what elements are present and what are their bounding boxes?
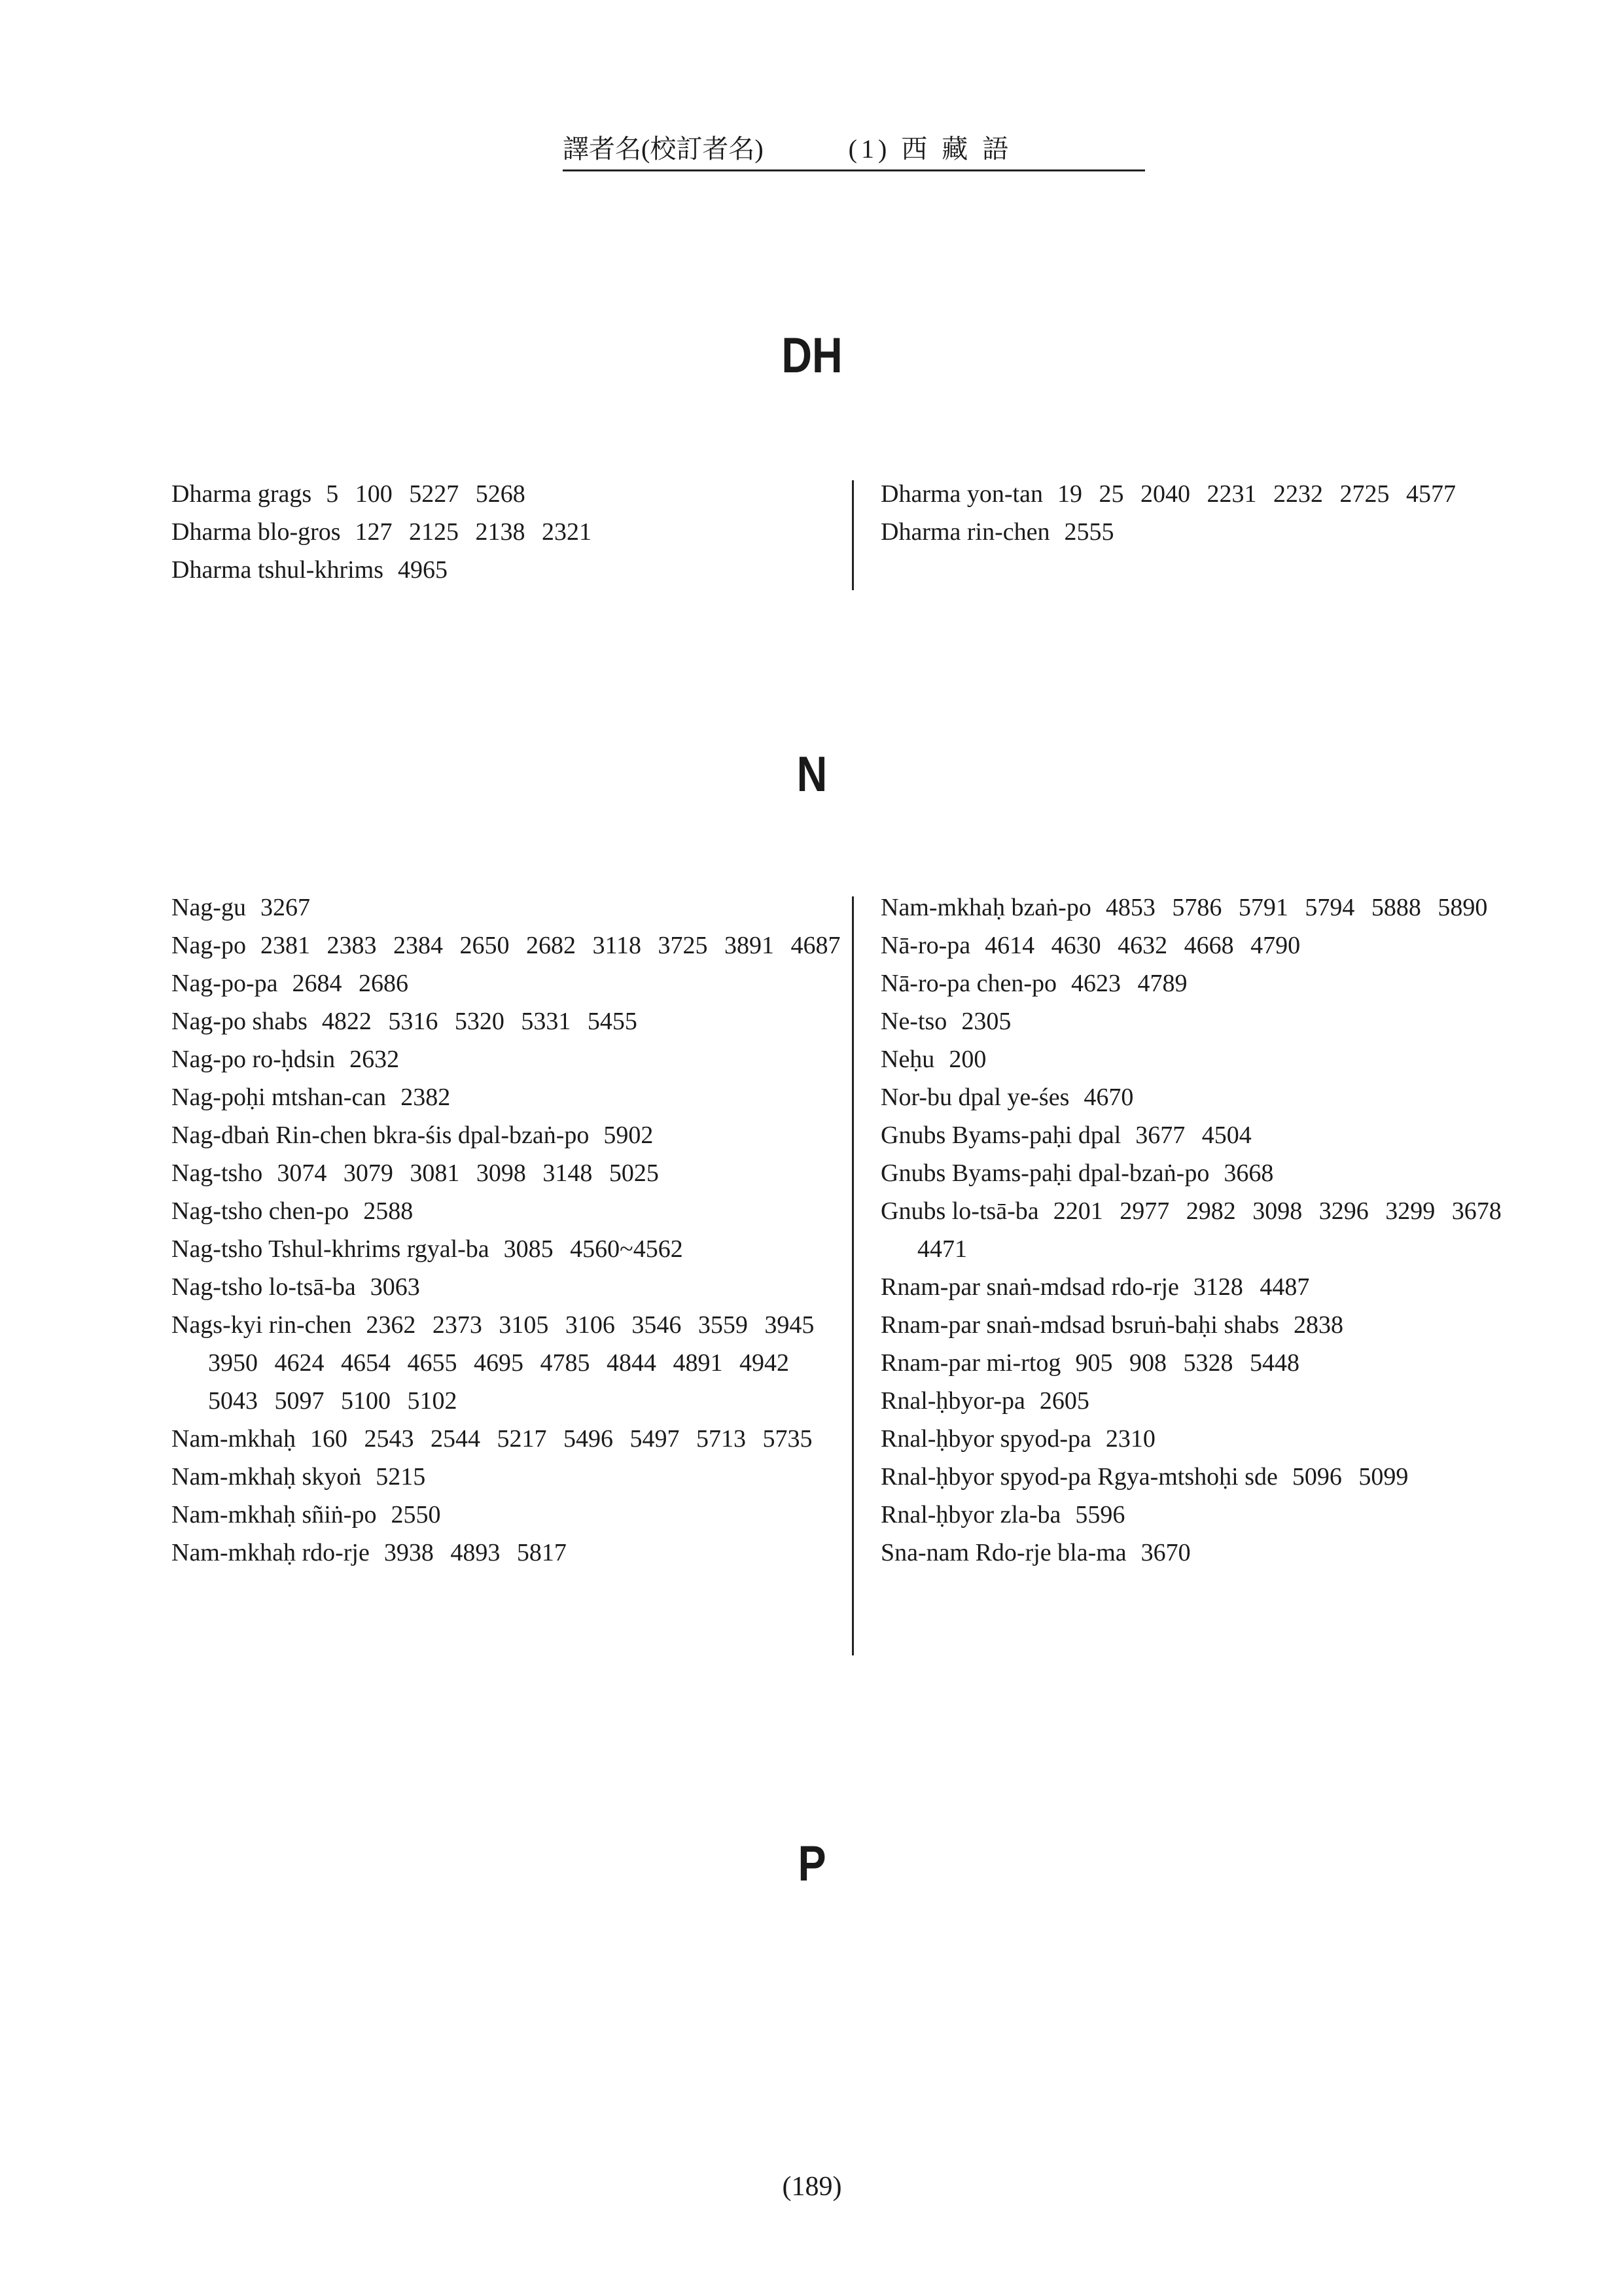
- entry-numbers: 2310: [1105, 1425, 1156, 1453]
- entry-numbers: 4853 5786 5791 5794 5888 5890: [1105, 894, 1488, 921]
- dh-left-column: [171, 475, 845, 589]
- entry-name: Sna-nam Rdo-rje bla-ma: [881, 1539, 1127, 1566]
- n-left-column: [171, 889, 845, 1572]
- entry-numbers: 2838: [1293, 1311, 1343, 1339]
- entry-name: Nor-bu dpal ye-śes: [881, 1084, 1070, 1111]
- entry-name: Nā-ro-pa chen-po: [881, 970, 1057, 997]
- entry-numbers: 2555: [1064, 518, 1114, 546]
- index-entry: [171, 1230, 845, 1268]
- entry-name: Nag-tsho chen-po: [171, 1197, 349, 1225]
- index-entry: [171, 1534, 845, 1572]
- entry-name: Rnam-par mi-rtog: [881, 1349, 1061, 1377]
- index-entry: [881, 1306, 1542, 1344]
- entry-name: Nam-mkhaḥ bzaṅ-po: [881, 894, 1091, 921]
- entry-name: Rnal-ḥbyor spyod-pa Rgya-mtshoḥi sde: [881, 1463, 1278, 1491]
- entry-numbers: 4965: [398, 556, 448, 584]
- index-entry: [171, 1116, 845, 1154]
- entry-numbers: 2362 2373 3105 3106 3546 3559 3945 3950 4624 4654 4655 4695 4785 4844 4891 4942 5043 5097 5100 5102: [208, 1311, 815, 1415]
- entry-name: Nag-po shabs: [171, 1008, 308, 1035]
- entry-numbers: 3677 4504: [1135, 1122, 1252, 1149]
- entry-numbers: 2305: [961, 1008, 1012, 1035]
- index-entry: [881, 964, 1542, 1002]
- entry-name: Neḥu: [881, 1046, 935, 1073]
- entry-name: Nags-kyi rin-chen: [171, 1311, 352, 1339]
- entry-numbers: 2605: [1039, 1387, 1089, 1415]
- entry-numbers: 2201 2977 2982 3098 3296 3299 3678 4471: [917, 1197, 1502, 1263]
- entry-name: Rnal-ḥbyor-pa: [881, 1387, 1025, 1415]
- entry-name: Nam-mkhaḥ rdo-rje: [171, 1539, 370, 1566]
- dh-right-column: [881, 475, 1607, 551]
- entry-numbers: 3668: [1224, 1159, 1274, 1187]
- index-entry: [171, 1496, 845, 1534]
- section-letter-dh: DH: [781, 328, 843, 383]
- entry-name: Dharma rin-chen: [881, 518, 1050, 546]
- index-entry: [881, 1078, 1542, 1116]
- index-entry: [171, 1458, 845, 1496]
- entry-numbers: 905 908 5328 5448: [1075, 1349, 1299, 1377]
- index-entry: [881, 927, 1542, 964]
- entry-name: Gnubs Byams-paḥi dpal-bzaṅ-po: [881, 1159, 1210, 1187]
- entry-numbers: 2684 2686: [292, 970, 408, 997]
- index-entry: [881, 1534, 1542, 1572]
- entry-numbers: 3938 4893 5817: [383, 1539, 567, 1566]
- index-entry: [171, 1078, 845, 1116]
- entry-name: Dharma tshul-khrims: [171, 556, 384, 584]
- entry-numbers: 4614 4630 4632 4668 4790: [985, 932, 1301, 959]
- index-entry: [171, 964, 845, 1002]
- index-entry: [171, 889, 845, 927]
- column-divider: [852, 896, 854, 1655]
- index-entry: [171, 475, 845, 513]
- index-entry: [171, 551, 845, 589]
- entry-numbers: 4670: [1084, 1084, 1134, 1111]
- index-entry: [881, 1496, 1542, 1534]
- entry-numbers: 2632: [349, 1046, 400, 1073]
- running-header: [563, 128, 1145, 171]
- index-entry: [171, 1002, 845, 1040]
- entry-numbers: 5 100 5227 5268: [326, 480, 525, 508]
- entry-numbers: 5902: [603, 1122, 654, 1149]
- entry-numbers: 3085 4560~4562: [503, 1235, 683, 1263]
- entry-name: Gnubs Byams-paḥi dpal: [881, 1122, 1121, 1149]
- entry-name: Nam-mkhaḥ skyoṅ: [171, 1463, 362, 1491]
- entry-name: Nag-po: [171, 932, 246, 959]
- index-entry: [881, 1040, 1542, 1078]
- index-entry: [171, 513, 845, 551]
- index-entry: [171, 1154, 845, 1192]
- entry-numbers: 19 25 2040 2231 2232 2725 4577: [1057, 480, 1456, 508]
- index-entry: [881, 1382, 1542, 1420]
- entry-name: Gnubs lo-tsā-ba: [881, 1197, 1039, 1225]
- index-entry: [881, 1116, 1542, 1154]
- index-entry: [881, 1154, 1542, 1192]
- entry-name: Nag-po-pa: [171, 970, 278, 997]
- header-title: 譯者名(校訂者名): [563, 134, 764, 164]
- index-entry: [171, 1040, 845, 1078]
- index-entry: [171, 1306, 845, 1420]
- index-entry: [881, 1192, 1542, 1268]
- section-letter-p: P: [798, 1836, 826, 1892]
- index-entry: [171, 1420, 845, 1458]
- entry-name: Nag-tsho: [171, 1159, 263, 1187]
- column-divider: [852, 480, 854, 590]
- entry-name: Nag-tsho Tshul-khrims rgyal-ba: [171, 1235, 489, 1263]
- index-entry: [881, 475, 1607, 513]
- entry-name: Dharma grags: [171, 480, 312, 508]
- entry-numbers: 5096 5099: [1292, 1463, 1409, 1491]
- index-entry: [881, 889, 1542, 927]
- index-entry: [881, 1002, 1542, 1040]
- entry-numbers: 3128 4487: [1193, 1273, 1310, 1301]
- entry-numbers: 3074 3079 3081 3098 3148 5025: [277, 1159, 659, 1187]
- entry-name: Ne-tso: [881, 1008, 947, 1035]
- entry-name: Dharma yon-tan: [881, 480, 1043, 508]
- n-right-column: [881, 889, 1542, 1572]
- entry-name: Rnam-par snaṅ-mdsad rdo-rje: [881, 1273, 1179, 1301]
- entry-numbers: 2382: [400, 1084, 451, 1111]
- entry-numbers: 4822 5316 5320 5331 5455: [321, 1008, 637, 1035]
- index-entry: [881, 1344, 1542, 1382]
- index-entry: [171, 1268, 845, 1306]
- entry-numbers: 3267: [260, 894, 310, 921]
- index-entry: [881, 513, 1607, 551]
- header-section: (1) 西 藏 語: [848, 134, 1013, 164]
- entry-name: Dharma blo-gros: [171, 518, 341, 546]
- entry-name: Nam-mkhaḥ: [171, 1425, 296, 1453]
- entry-name: Nag-po ro-ḥdsin: [171, 1046, 336, 1073]
- entry-name: Rnal-ḥbyor zla-ba: [881, 1501, 1061, 1528]
- entry-numbers: 200: [949, 1046, 987, 1073]
- entry-numbers: 3063: [370, 1273, 420, 1301]
- index-entry: [881, 1268, 1542, 1306]
- section-letter-n: N: [796, 747, 828, 802]
- entry-name: Nag-tsho lo-tsā-ba: [171, 1273, 356, 1301]
- index-entry: [171, 927, 845, 964]
- entry-numbers: 2381 2383 2384 2650 2682 3118 3725 3891 4687: [260, 932, 841, 959]
- entry-numbers: 127 2125 2138 2321: [355, 518, 592, 546]
- index-entry: [881, 1458, 1542, 1496]
- entry-numbers: 5596: [1075, 1501, 1125, 1528]
- entry-name: Nā-ro-pa: [881, 932, 971, 959]
- index-entry: [881, 1420, 1542, 1458]
- entry-numbers: 4623 4789: [1071, 970, 1188, 997]
- entry-numbers: 2550: [391, 1501, 441, 1528]
- page-number: (189): [782, 2172, 842, 2202]
- index-entry: [171, 1192, 845, 1230]
- entry-name: Rnal-ḥbyor spyod-pa: [881, 1425, 1091, 1453]
- entry-numbers: 5215: [376, 1463, 426, 1491]
- entry-name: Rnam-par snaṅ-mdsad bsruṅ-baḥi shabs: [881, 1311, 1279, 1339]
- entry-name: Nam-mkhaḥ sñiṅ-po: [171, 1501, 377, 1528]
- entry-numbers: 2588: [363, 1197, 414, 1225]
- entry-numbers: 3670: [1140, 1539, 1191, 1566]
- entry-name: Nag-dbaṅ Rin-chen bkra-śis dpal-bzaṅ-po: [171, 1122, 590, 1149]
- entry-numbers: 160 2543 2544 5217 5496 5497 5713 5735: [309, 1425, 813, 1453]
- entry-name: Nag-gu: [171, 894, 246, 921]
- entry-name: Nag-poḥi mtshan-can: [171, 1084, 387, 1111]
